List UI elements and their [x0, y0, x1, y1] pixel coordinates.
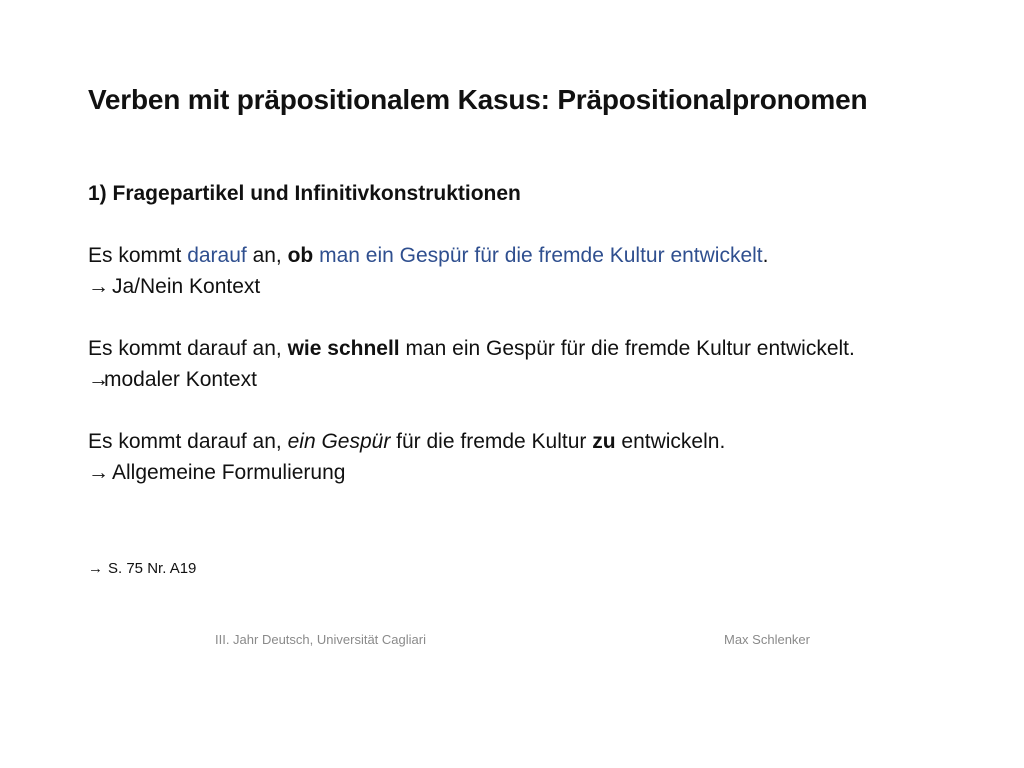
slide-content — [88, 178, 988, 488]
highlight-particle: zu — [592, 430, 616, 453]
note-2 — [88, 364, 988, 395]
highlight-clause: man ein Gespür für die fremde Kultur entwickelt — [319, 244, 763, 267]
text-segment: . — [762, 244, 769, 267]
text-segment: man ein Gespür für die fremde Kultur entwickelt. — [399, 337, 855, 360]
note-3 — [88, 457, 988, 488]
highlight-conjunction: ob — [287, 244, 314, 267]
slide-title: Verben mit präpositionalem Kasus: Präpositionalpronomen — [88, 84, 868, 115]
text-segment: Es kommt darauf an, — [88, 430, 288, 453]
example-sentence-1 — [88, 240, 988, 271]
text-segment: Es kommt — [88, 244, 188, 267]
text-segment: für die fremde Kultur — [390, 430, 593, 453]
example-sentence-2 — [88, 333, 988, 364]
spacer — [88, 395, 988, 426]
arrow-right-icon: → — [88, 560, 103, 577]
note-1 — [88, 271, 988, 302]
text-segment: Es kommt darauf an, — [88, 337, 288, 360]
section-subheading: 1) Fragepartikel und Infinitivkonstruktionen — [88, 182, 521, 205]
footer-course: III. Jahr Deutsch, Universität Cagliari — [215, 632, 426, 647]
highlight-question-word: wie schnell — [287, 337, 400, 360]
arrow-right-icon: → — [88, 275, 109, 298]
highlight-object: ein Gespür — [287, 430, 391, 453]
exercise-reference — [88, 560, 196, 577]
spacer — [88, 209, 988, 240]
arrow-right-icon: → — [88, 368, 109, 391]
example-sentence-3 — [88, 426, 988, 457]
reference-text: S. 75 Nr. A19 — [108, 560, 197, 577]
spacer — [88, 302, 988, 333]
text-segment: an, — [246, 244, 288, 267]
highlight-pronoun: darauf — [187, 244, 247, 267]
note-text: Allgemeine Formulierung — [112, 461, 346, 484]
footer-author: Max Schlenker — [724, 632, 810, 647]
text-segment: entwickeln. — [615, 430, 726, 453]
note-text: modaler Kontext — [104, 368, 257, 391]
arrow-right-icon: → — [88, 461, 109, 484]
note-text: Ja/Nein Kontext — [112, 275, 261, 298]
